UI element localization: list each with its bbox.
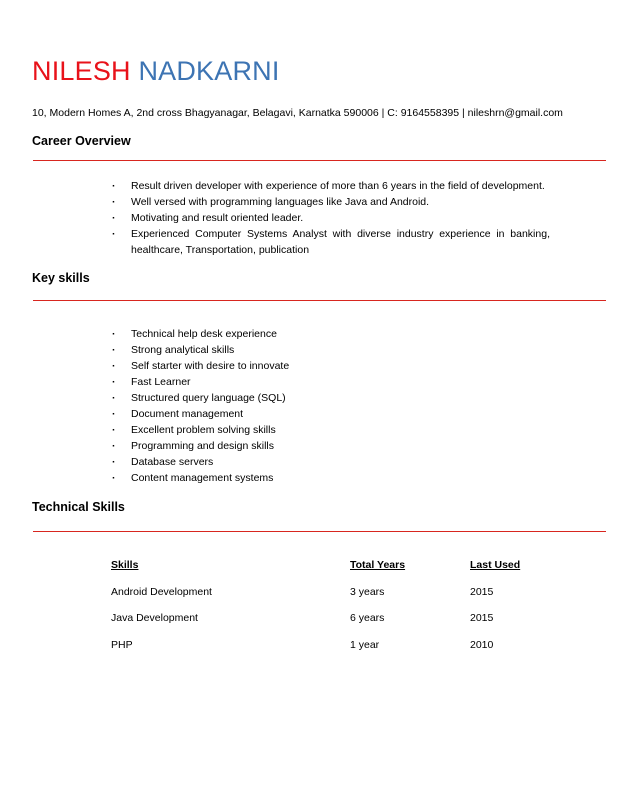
technical-skills-table	[111, 559, 550, 665]
list-item: · Excellent problem solving skills	[112, 422, 289, 438]
years-cell: 3 years	[350, 585, 385, 598]
list-item: · Well versed with programming languages like Java and Android.	[112, 194, 550, 210]
list-item: · Result driven developer with experience of more than 6 years in the field of development.	[112, 178, 550, 194]
last-used-cell: 2015	[470, 585, 494, 598]
list-item: · Database servers	[112, 454, 289, 470]
section-divider	[33, 300, 606, 301]
first-name: NILESH	[32, 56, 131, 86]
table-row	[111, 612, 550, 639]
section-divider	[33, 531, 606, 532]
column-header-last-used: Last Used	[470, 559, 521, 571]
section-title-career-overview: Career Overview	[32, 134, 131, 148]
career-overview-list	[112, 178, 550, 258]
resume-name	[32, 54, 280, 88]
years-cell: 1 year	[350, 638, 380, 651]
list-item: · Content management systems	[112, 470, 289, 486]
section-title-key-skills: Key skills	[32, 271, 90, 285]
column-header-skills: Skills	[111, 559, 139, 571]
skill-cell: PHP	[111, 638, 133, 651]
years-cell: 6 years	[350, 612, 385, 624]
section-title-technical-skills: Technical Skills	[32, 500, 125, 514]
list-item: · Motivating and result oriented leader.	[112, 210, 550, 226]
last-used-cell: 2010	[470, 638, 494, 651]
last-used-cell: 2015	[470, 612, 494, 624]
table-row	[111, 639, 550, 666]
list-item: · Programming and design skills	[112, 438, 289, 454]
table-header-row	[111, 559, 550, 586]
list-item: · Document management	[112, 406, 289, 422]
skill-cell: Android Development	[111, 585, 212, 598]
skill-cell: Java Development	[111, 612, 198, 624]
list-item: · Self starter with desire to innovate	[112, 358, 289, 374]
list-item: · Technical help desk experience	[112, 326, 289, 342]
list-item: · Fast Learner	[112, 374, 289, 390]
list-item: · Structured query language (SQL)	[112, 390, 289, 406]
last-name: NADKARNI	[138, 56, 280, 86]
table-row	[111, 586, 550, 613]
list-item: · Experienced Computer Systems Analyst with diverse industry experience in banking, healthcare, Transportation, publication	[112, 226, 550, 258]
key-skills-list	[112, 326, 289, 486]
list-item: · Strong analytical skills	[112, 342, 289, 358]
section-divider	[33, 160, 606, 161]
column-header-total-years: Total Years	[350, 559, 406, 571]
contact-info: 10, Modern Homes A, 2nd cross Bhagyanagar, Belagavi, Karnatka 590006 | C: 9164558395 | nileshrn@gmail.com	[32, 107, 563, 119]
